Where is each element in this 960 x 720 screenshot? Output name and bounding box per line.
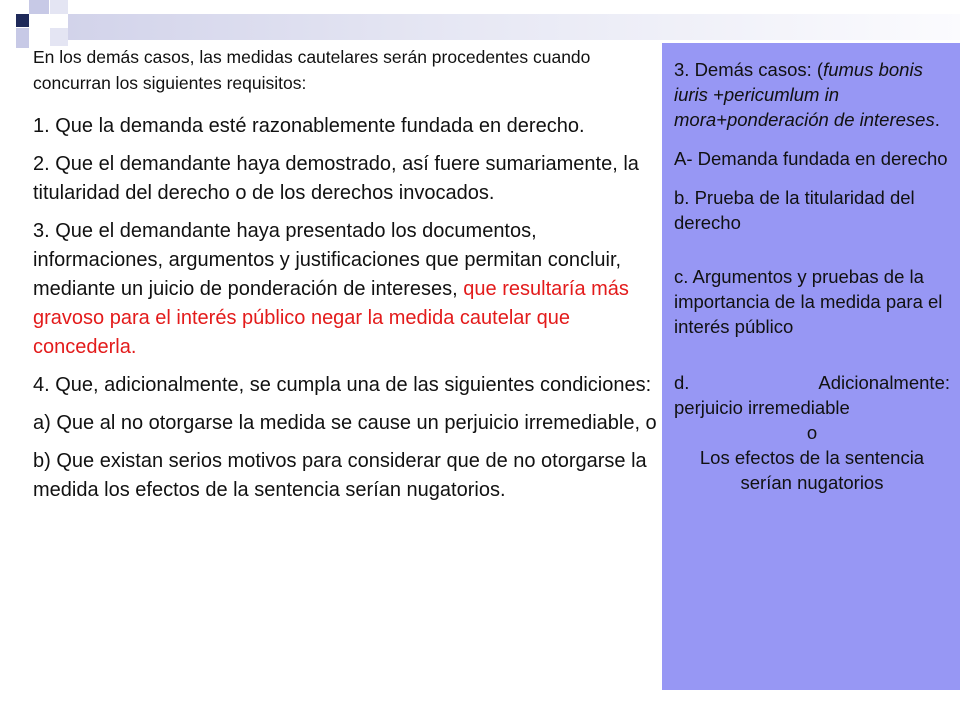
summary-item-c: c. Argumentos y pruebas de la importancia de la medida para el interés público [674,266,943,337]
requirement-3-text: 3. Que el demandante haya presentado los documentos, informaciones, argumentos y justificaciones que permitan concluir, mediante un juicio de ponderación de intereses, [33,220,622,300]
header-square-lavender-2 [16,28,29,48]
summary-item-d: d. Adicionalmente: [674,372,950,393]
summary-item-d-or: o [806,422,818,443]
header-square-lavender [29,0,49,14]
summary-item-a: A- Demanda fundada en derecho [674,148,948,169]
intro-text: En los demás casos, las medidas cautelares serán procedentes cuando concurran los siguientes requisitos: [33,47,591,93]
header-square-navy [16,14,29,27]
main-text-column [33,44,659,514]
summary-item-d-line2: perjuicio irremediable [674,397,850,418]
condition-b: b) Que existan serios motivos para considerar que de no otorgarse la medida los efectos de la sentencia serían nugatorios. [33,450,647,501]
condition-a: a) Que al no otorgarse la medida se cause un perjuicio irremediable, o [33,412,657,434]
summary-box [662,43,960,690]
header-square-pale [50,0,68,14]
requirement-1: 1. Que la demanda esté razonablemente fundada en derecho. [33,115,585,137]
summary-heading: 3. Demás casos: (fumus bonis iuris +pericumlum in mora+ponderación de intereses. [674,59,940,130]
requirement-3 [33,217,659,362]
requirement-3-highlight: que resultaría más gravoso para el interés público negar la medida cautelar que concederla. [33,278,629,358]
summary-item-b: b. Prueba de la titularidad del derecho [674,187,915,233]
requirement-2: 2. Que el demandante haya demostrado, así fuere sumariamente, la titularidad del derecho o de los derechos invocados. [33,153,639,204]
summary-item-d-end: Los efectos de la sentencia serían nugatorios [699,447,925,493]
header-gradient-bar [68,14,960,40]
requirement-4: 4. Que, adicionalmente, se cumpla una de las siguientes condiciones: [33,374,652,396]
